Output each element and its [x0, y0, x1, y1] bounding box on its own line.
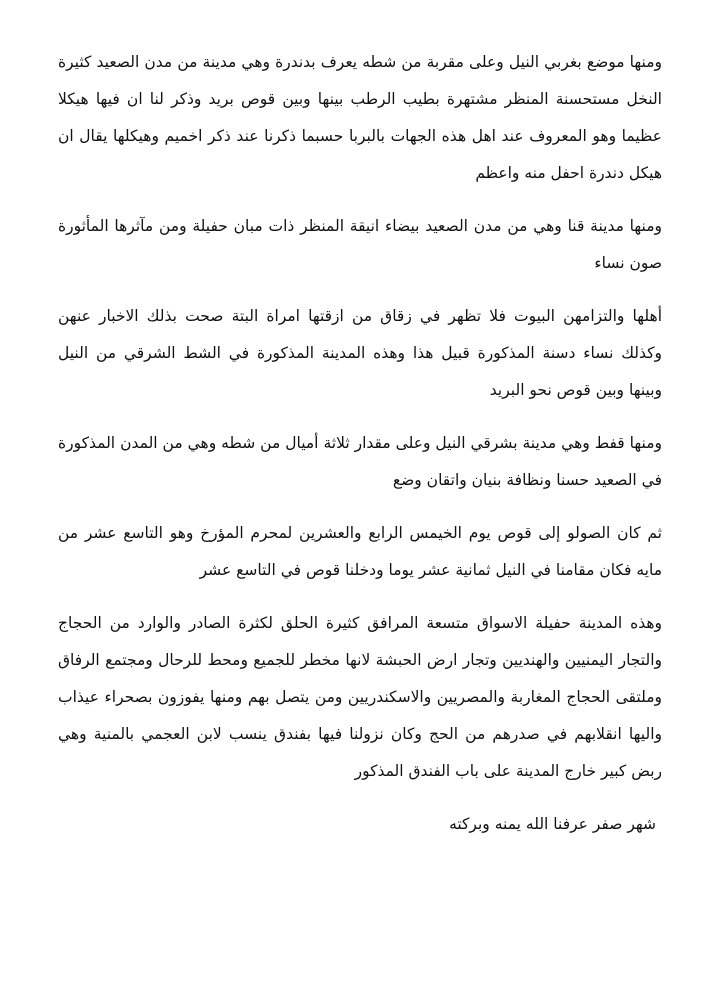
paragraph-qus-city: وهذه المدينة حفيلة الاسواق متسعة المرافق كثيرة الحلق لكثرة الصادر والوارد من الحجاج والتجار اليمنيين والهنديين وتجار ارض الحبشة لانها مخطر للجميع ومحط للرحال ومجتمع الرفاق وملتقى الحجاج المغاربة والمصريين والاسكندريين ومن يتصل بهم ومنها يفوزون بصحراء عيذاب واليها انقلابهم في صدرهم من الحج وكان نزولنا فيها بفندق ينسب لابن العجمي بالمنية وهي ربض كبير خارج المدينة على باب الفندق المذكور [58, 614, 662, 780]
paragraph-qift: ومنها قفط وهي مدينة بشرقي النيل وعلى مقدار ثلاثة أميال من شطه وهي من المدن المذكورة في الصعيد حسنا ونظافة بنيان واتقان وضع [58, 434, 662, 489]
closing-line: شهر صفر عرفنا الله يمنه وبركته [449, 815, 656, 833]
document-body [58, 44, 662, 843]
paragraph-qena: ومنها مدينة قنا وهي من مدن الصعيد بيضاء انيقة المنظر ذات مبان حفيلة ومن مآثرها المأثورة صون نساء [58, 217, 662, 272]
paragraph-dendera: ومنها موضع بغربي النيل وعلى مقربة من شطه يعرف بدندرة وهي مدينة من مدن الصعيد كثيرة النخل مستحسنة المنظر مشتهرة بطيب الرطب بينها وبين قوص بريد وذكر لنا ان فيها هيكلا عظيما وهو المعروف عند اهل هذه الجهات بالبربا حسبما ذكرنا عند ذكر اخميم وهيكلها يقال ان هيكل دندرة احفل منه واعظم [58, 53, 662, 182]
paragraph-qena-women: أهلها والتزامهن البيوت فلا تظهر في زقاق من ازقتها امراة البتة صحت بذلك الاخبار عنهن وكذلك نساء دسنة المذكورة قبيل هذا وهذه المدينة المذكورة في الشط الشرقي من النيل وبينها وبين قوص نحو البريد [58, 307, 662, 399]
paragraph-arrival-qus: ثم كان الصولو إلى قوص يوم الخيمس الرابع والعشرين لمحرم المؤرخ وهو التاسع عشر من مايه فكان مقامنا في النيل ثمانية عشر يوما ودخلنا قوص في التاسع عشر [58, 524, 662, 579]
